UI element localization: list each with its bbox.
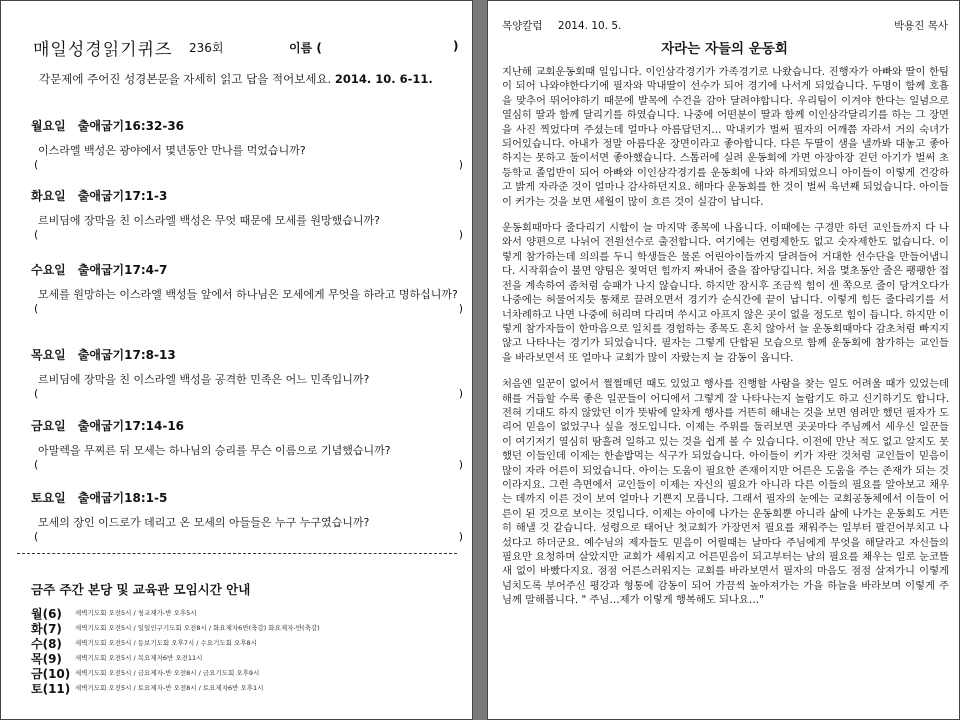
- question-text: 모세의 장인 이드로가 데리고 온 모세의 아들들은 누구 누구였습니까?: [38, 516, 370, 529]
- answer-blank: ( ): [34, 387, 463, 400]
- answer-blank: ( ): [34, 158, 463, 171]
- schedule-row: [31, 605, 461, 620]
- column-paragraph: 운동회때마다 줄다리기 시합이 늘 마지막 종목에 나옵니다. 이때에는 구경만 하던 교인들까지 다 나와서 양편으로 나뉘어 전원선수로 출전합니다. 여기에는 연령제한도 없고 숫자제한도 없습니다. 이렇게 참가하는데 의의를 두니 학생들은 물론 어린아이들까지 달려들어 거대한 선수단을 만들어냅니다. 시작휘슬이 불면 양팀은 젖먹던 힘까지 짜내어 줄을 잡아당깁니다. 처음 몇초동안 줄은 팽팽한 접전을 계속하여 좀처럼 승패가 나지 않습니다. 하지만 잠시후 조금씩 힘이 센 쪽으로 줄이 당겨오다가 나중에는 허물어지듯 통채로 끌려오면서 경기가 순식간에 끝이 납니다. 이렇게 힘든 줄다리기를 서너차례하고 나면 나중에 허리며 다리며 쑤시고 아프지 않은 곳이 없을 정도로 힘이 듭니다. 하지만 이렇게 참가자들이 한마음으로 일치를 경험하는 종목도 흔치 않아서 늘 운동회때마다 감초처럼 빠지지 않고 나타나는 경기가 되었습니다. 필자는 그렇게 단합된 모습으로 함께 운동회에 참가하는 교인들을 바라보면서 또 얼마나 교회가 많이 자랐는지 늘 감동이 옵니다.: [502, 222, 949, 364]
- scripture-ref: 출애굽기17:4-7: [77, 263, 168, 277]
- schedule-items: 새벽기도회 오전5시 / 청교재가-반 오후5시: [75, 609, 197, 617]
- name-label: 이름 (: [289, 41, 322, 55]
- schedule-row: [31, 635, 461, 650]
- day-label: 화요일: [31, 189, 66, 203]
- instruction-date: 2014. 10. 6-11.: [334, 72, 433, 86]
- quiz-title: 매일성경읽기퀴즈: [33, 40, 173, 60]
- schedule-row: [31, 620, 461, 635]
- column-title: 자라는 자들의 운동회: [661, 41, 788, 57]
- question-text: 모세를 원망하는 이스라엘 백성들 앞에서 하나님은 모세에게 무엇을 하라고 명하십니까?: [38, 288, 458, 301]
- question-text: 아말렉을 무찌른 뒤 모세는 하나님의 승리를 무슨 이름으로 기념했습니까?: [38, 444, 391, 457]
- answer-blank: ( ): [34, 302, 463, 315]
- answer-blank: ( ): [34, 530, 463, 543]
- scripture-ref: 출애굽기18:1-5: [77, 491, 168, 505]
- column-header: [502, 18, 948, 33]
- question-text: 르비딤에 장막을 친 이스라엘 백성을 공격한 민족은 어느 민족입니까?: [38, 373, 370, 386]
- schedule-title: 금주 주간 본당 및 교육관 모임시간 안내: [31, 582, 251, 597]
- quiz-number: 236회: [189, 41, 224, 55]
- day-label: 목요일: [31, 348, 66, 362]
- quiz-day-friday: [31, 417, 463, 472]
- quiz-day-thursday: [31, 346, 463, 401]
- schedule-day: 수(8): [31, 637, 62, 651]
- column-date: 2014. 10. 5.: [557, 20, 622, 32]
- name-close-paren: ): [453, 39, 459, 53]
- day-label: 수요일: [31, 263, 66, 277]
- day-label: 토요일: [31, 491, 66, 505]
- day-label: 월요일: [31, 119, 66, 133]
- schedule-day: 월(6): [31, 607, 62, 621]
- scripture-ref: 출애굽기16:32-36: [77, 119, 185, 133]
- column-paragraph: 지난해 교회운동회때 일입니다. 이인삼각경기가 가족경기로 나왔습니다. 진행자가 아빠와 딸이 한팀이 되어 나와야한다기에 필자와 막내딸이 선수가 되어 경기에 나서게 되었습니다. 두명이 함께 호흡을 맞추어 뛰어야하기 때문에 발목에 수건을 감아 달려야합니다. 우리팀이 이겨야 한다는 일념으로 열심히 딸과 함께 달리기를 하였습니다. 나중에 어떤분이 딸과 함께 이인삼각달리기를 하는 그 장면을 사진 찍었다며 주셨는데 얼마나 아름답던지… 막내키가 벌써 필자의 어깨쯤 자라서 거의 숙녀가 되어있습니다. 아내가 정말 아름다운 장면이라고 좋아합니다. 다른 두딸이 샘을 낼까봐 대놓고 좋아하지는 못하고 둘이서면 좋아했습니다. 스톱러에 실려 운동회에 가면 아장아장 걷던 아기가 벌써 초등학교 졸업반이 되어 아빠와 이인삼각경기를 운동회에 나와 하게되었으니 아이들이 이렇게 건강하고 밝게 자라준 것이 얼마나 감사하던지요. 해마다 운동회를 한 것이 벌써 육년째 되었습니다. 아이들이 커가는 것을 보면 세월이 많이 흐른 것이 실감이 납니다.: [502, 66, 949, 208]
- answer-blank: ( ): [34, 228, 463, 241]
- column-paragraph: 처음엔 일꾼이 없어서 쩔쩔매던 때도 있었고 행사를 진행할 사람을 찾는 일도 어려울 때가 있었는데 해를 거듭할 수록 좋은 일꾼들이 어디에서 그렇게 잘 나타나는지 놀랍기도 하고 신기하기도 합니다. 전혀 기대도 하지 않았던 이가 뜻밖에 알차게 행사를 거뜬히 해내는 것을 보면 염려만 했던 필자가 도리어 믿음이 없었구나 싶을 정도입니다. 이제는 주위를 둘러보면 곳곳마다 주님께서 세우신 일꾼들이 여기저기 열심히 땀흘려 일하고 있는 것을 쉽게 볼 수 있습니다. 이전에 만난 적도 없고 알지도 못했던 이들인데 이제는 한솥밥먹는 식구가 되었습니다. 아이들이 키가 자란 것처럼 교인들이 믿음이 많이 자라 어른이 되었습니다. 아이는 도움이 필요한 존재이지만 어른은 도움을 주는 존재가 되는 것이라지요. 그런 측면에서 교인들이 이제는 자신의 필요가 아니라 다른 이들의 필요를 알아보고 채우는 데까지 이른 것이 보여 얼마나 기쁜지 모릅니다. 그래서 필자의 눈에는 교회공동체에서 이들이 어른이 된 것으로 보이는 것입니다. 이제는 아이에 나가는 운동회뿐 아니라 삶에 나가는 운동회도 거뜬히 해낼 것 같습니다. 성령으로 태어난 첫교회가 가장먼저 필요를 채워주는 일부터 팔걷어부치고 나섰다고 하더군요. 예수님의 제자들도 믿음이 어릴때는 날마다 주님에게 무엇을 해달라고 자신들의 필요만 요청하며 살았지만 교회가 세워지고 어른믿음이 되고부터는 남의 필요를 채우는 일로 눈코뜰새 없이 바빴다지요. 점점 어른스러워지는 교회를 바라보면서 필자의 마음도 점점 살져가니 이렇게 넘치도록 부어주신 평강과 형통에 감동이 되어 가끔씩 높아져가는 가을 하늘을 바라보며 이렇게 주님께 말해봅니다. " 주님…제가 이렇게 행복해도 되나요…": [502, 378, 949, 607]
- day-label: 금요일: [31, 419, 66, 433]
- quiz-day-wednesday: [31, 261, 463, 316]
- schedule-items: 새벽기도회 오전5시 / 토요제자-반 오전8시 / 토요제자6반 오후1시: [75, 684, 264, 692]
- column-label: 목양칼럼: [502, 20, 543, 32]
- quiz-day-monday: [31, 117, 463, 172]
- schedule-row: [31, 650, 461, 665]
- column-body: [502, 65, 949, 620]
- schedule-items: 새벽기도회 오전5시 / 목요제자6반 오전11시: [75, 654, 203, 662]
- quiz-day-tuesday: [31, 187, 463, 242]
- quiz-day-saturday: [31, 489, 463, 544]
- schedule-day: 토(11): [31, 682, 71, 696]
- quiz-instruction: [39, 71, 433, 87]
- dashed-divider: [17, 553, 457, 554]
- column-page: [487, 0, 960, 720]
- instruction-text: 각문제에 주어진 성경본문을 자세히 읽고 답을 적어보세요.: [39, 72, 332, 86]
- quiz-page: [0, 0, 473, 720]
- schedule-items: 새벽기도회 오전5시 / 금요제자-반 오전8시 / 금요기도회 오후9시: [75, 669, 260, 677]
- schedule-items: 새벽기도회 오전5시 / 일일인구기도회 오전8시 / 화요제자6반(축강) 화요제자-반(축강): [75, 624, 320, 632]
- schedule-day: 목(9): [31, 652, 62, 666]
- question-text: 이스라엘 백성은 광야에서 몇년동안 만나를 먹었습니까?: [38, 144, 306, 157]
- schedule-day: 금(10): [31, 667, 71, 681]
- column-author: 박용진 목사: [893, 20, 948, 32]
- scripture-ref: 출애굽기17:14-16: [77, 419, 185, 433]
- schedule-day: 화(7): [31, 622, 62, 636]
- schedule-row: [31, 665, 461, 680]
- schedule-list: [31, 605, 461, 695]
- quiz-header: [33, 35, 463, 60]
- answer-blank: ( ): [34, 458, 463, 471]
- scripture-ref: 출애굽기17:1-3: [77, 189, 168, 203]
- schedule-items: 새벽기도회 오전5시 / 동보기도회 오후7시 / 수요기도회 오후8시: [75, 639, 257, 647]
- schedule-row: [31, 680, 461, 695]
- question-text: 르비딤에 장막을 친 이스라엘 백성은 무엇 때문에 모세를 원망했습니까?: [38, 214, 380, 227]
- scripture-ref: 출애굽기17:8-13: [77, 348, 176, 362]
